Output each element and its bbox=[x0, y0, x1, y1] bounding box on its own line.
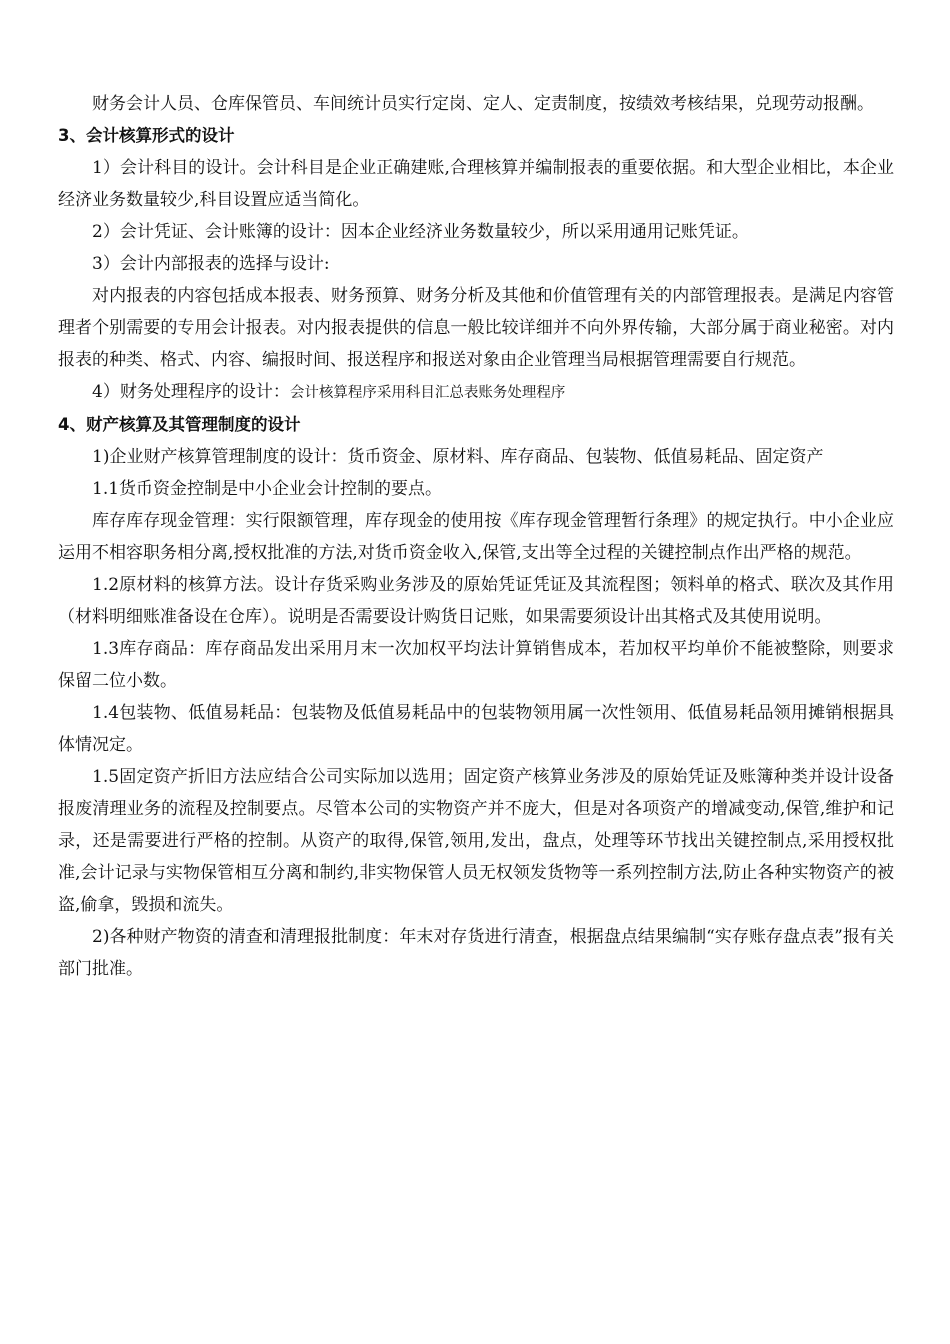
section-heading-4: 4、财产核算及其管理制度的设计 bbox=[58, 415, 301, 434]
paragraph-processing-procedure bbox=[58, 376, 894, 409]
paragraph-internal-reports-title: 3）会计内部报表的选择与设计: bbox=[92, 254, 330, 274]
paragraph-cash-control: 1.1货币资金控制是中小企业会计控制的要点。 bbox=[92, 479, 443, 499]
procedure-tail: 会计核算程序采用科目汇总表账务处理程序 bbox=[289, 385, 566, 401]
paragraph-staffing: 财务会计人员、仓库保管员、车间统计员实行定岗、定人、定责制度，按绩效考核结果，兑现劳动报酬。 bbox=[92, 94, 874, 114]
document-page bbox=[58, 88, 894, 985]
paragraph-internal-reports: 对内报表的内容包括成本报表、财务预算、财务分析及其他和价值管理有关的内部管理报表。是满足内容管理者个别需要的专用会计报表。对内报表提供的信息一般比较详细并不向外界传输，大部分属于商业秘密。对内报表的种类、格式、内容、编报时间、报送程序和报送对象由企业管理当局根据管理需要自行规范。 bbox=[58, 286, 894, 370]
paragraph-cash-management: 库存库存现金管理：实行限额管理，库存现金的使用按《库存现金管理暂行条理》的规定执行。中小企业应运用不相容职务相分离,授权批准的方法,对货币资金收入,保管,支出等全过程的关键控制点作出严格的规范。 bbox=[58, 511, 894, 563]
paragraph-vouchers-books: 2）会计凭证、会计账簿的设计：因本企业经济业务数量较少，所以采用通用记账凭证。 bbox=[92, 222, 749, 242]
paragraph-stocktaking: 2)各种财产物资的清查和清理报批制度：年末对存货进行清查，根据盘点结果编制“实存账存盘点表”报有关部门批准。 bbox=[58, 927, 894, 979]
paragraph-property-management: 1)企业财产核算管理制度的设计：货币资金、原材料、库存商品、包装物、低值易耗品、固定资产 bbox=[92, 447, 824, 467]
paragraph-fixed-assets: 1.5固定资产折旧方法应结合公司实际加以选用；固定资产核算业务涉及的原始凭证及账簿种类并设计设备报废清理业务的流程及控制要点。尽管本公司的实物资产并不庞大，但是对各项资产的增减变动,保管,维护和记录，还是需要进行严格的控制。从资产的取得,保管,领用,发出，盘点，处理等环节找出关键控制点,采用授权批准,会计记录与实物保管相互分离和制约,非实物保管人员无权领发货物等一系列控制方法,防止各种实物资产的被盗,偷拿，毁损和流失。 bbox=[58, 767, 894, 915]
paragraph-inventory-goods: 1.3库存商品：库存商品发出采用月末一次加权平均法计算销售成本，若加权平均单价不能被整除，则要求保留二位小数。 bbox=[58, 639, 894, 691]
section-heading-3: 3、会计核算形式的设计 bbox=[58, 126, 235, 145]
paragraph-raw-materials: 1.2原材料的核算方法。设计存货采购业务涉及的原始凭证凭证及其流程图；领料单的格式、联次及其作用（材料明细账准备设在仓库）。说明是否需要设计购货日记账，如果需要须设计出其格式及其使用说明。 bbox=[58, 575, 894, 627]
procedure-lead: 4）财务处理程序的设计： bbox=[92, 382, 290, 402]
paragraph-account-subjects: 1）会计科目的设计。会计科目是企业正确建账,合理核算并编制报表的重要依据。和大型企业相比，本企业经济业务数量较少,科目设置应适当简化。 bbox=[58, 158, 894, 210]
paragraph-packaging: 1.4包装物、低值易耗品：包装物及低值易耗品中的包装物领用属一次性领用、低值易耗品领用摊销根据具体情况定。 bbox=[58, 703, 894, 755]
